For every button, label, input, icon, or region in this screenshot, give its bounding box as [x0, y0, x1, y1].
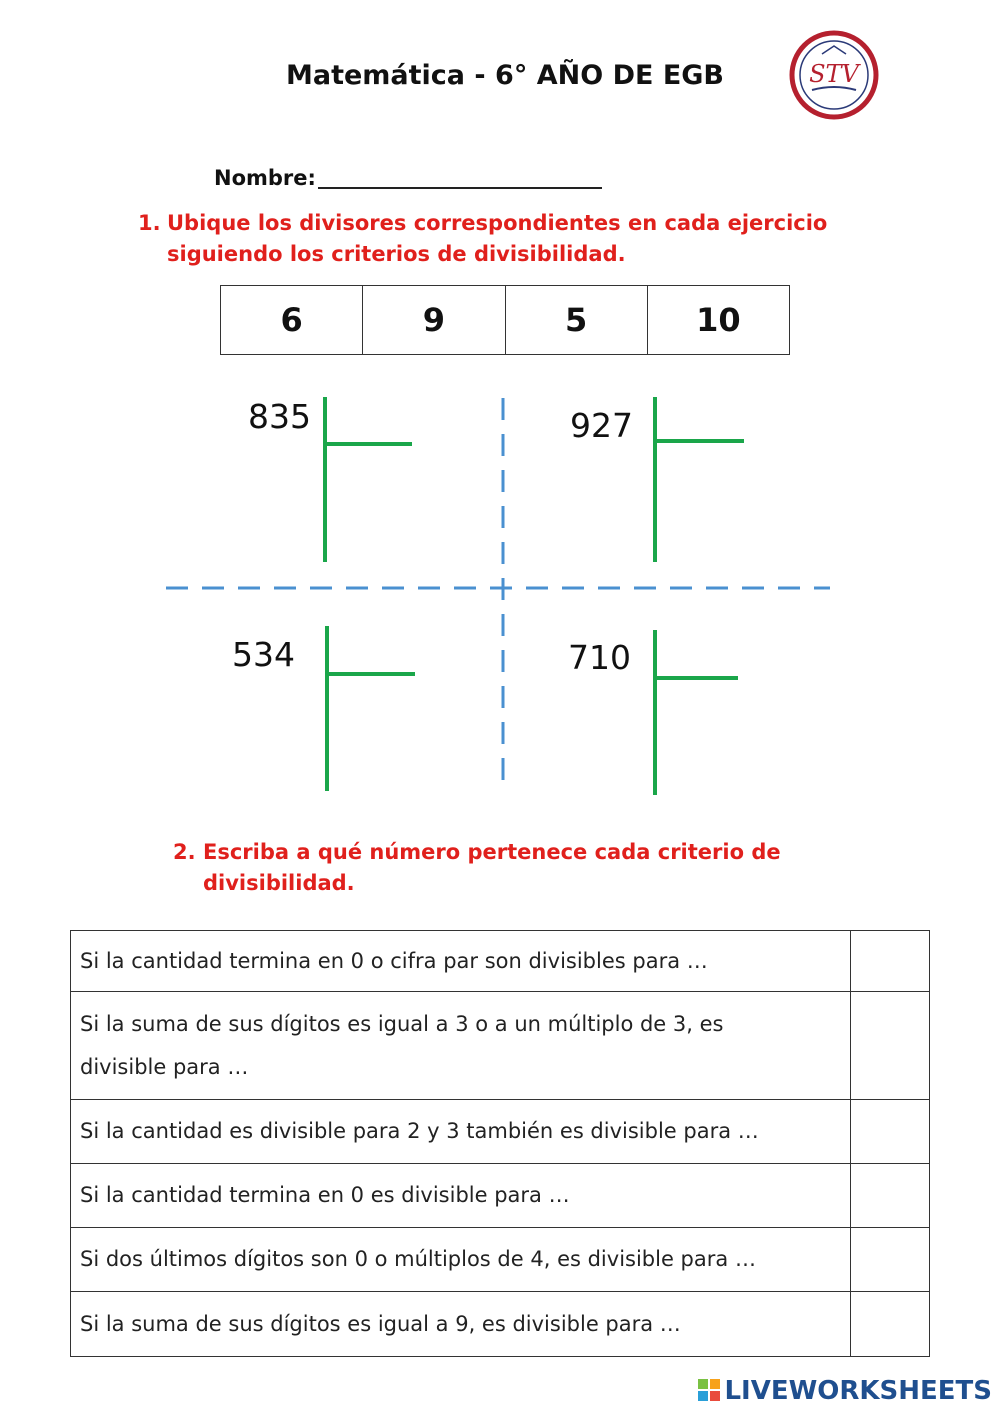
brand-text: LIVEWORKSHEETS — [724, 1376, 992, 1406]
divisor-option[interactable]: 9 — [363, 286, 505, 355]
dividend-number: 534 — [232, 635, 295, 674]
answer-cell[interactable] — [851, 931, 930, 992]
name-input-line[interactable] — [318, 187, 602, 189]
name-label: Nombre: — [214, 166, 316, 190]
criterion-text: Si la cantidad termina en 0 o cifra par son divisibles para … — [71, 931, 851, 992]
answer-cell[interactable] — [851, 1292, 930, 1357]
logo-initials: STV — [809, 60, 859, 88]
criterion-line: divisible para … — [80, 1054, 249, 1079]
dashed-divider — [0, 390, 1000, 800]
answer-cell[interactable] — [851, 992, 930, 1100]
dividend-number: 710 — [568, 638, 631, 677]
criterion-text — [71, 992, 851, 1100]
answer-cell[interactable] — [851, 1228, 930, 1292]
division-bracket[interactable] — [648, 630, 748, 798]
exercise-2-number: 2. — [173, 840, 196, 864]
table-row — [71, 1164, 930, 1228]
divisor-option[interactable]: 5 — [505, 286, 647, 355]
division-bracket[interactable] — [318, 397, 418, 565]
divisors-table — [220, 285, 790, 355]
dividend-number: 835 — [248, 397, 311, 436]
exercise-2-instruction — [173, 837, 781, 899]
divisor-option[interactable]: 6 — [221, 286, 363, 355]
dividend-number: 927 — [570, 406, 633, 445]
liveworksheets-logo-icon — [698, 1379, 720, 1401]
school-logo — [782, 30, 886, 120]
criterion-line: Si la suma de sus dígitos es igual a 3 o a un múltiplo de 3, es — [80, 1011, 724, 1036]
criterion-text: Si la cantidad es divisible para 2 y 3 también es divisible para … — [71, 1100, 851, 1164]
criteria-table — [70, 930, 930, 1357]
exercise-1-line-1: Ubique los divisores correspondientes en cada ejercicio — [167, 211, 828, 235]
criterion-text: Si dos últimos dígitos son 0 o múltiplos de 4, es divisible para … — [71, 1228, 851, 1292]
liveworksheets-brand[interactable] — [698, 1376, 992, 1406]
exercise-1-number: 1. — [138, 211, 161, 235]
criterion-text: Si la cantidad termina en 0 es divisible para … — [71, 1164, 851, 1228]
page-title: Matemática - 6° AÑO DE EGB — [285, 60, 725, 91]
table-row — [71, 1228, 930, 1292]
exercise-2-line-1: Escriba a qué número pertenece cada criterio de — [203, 840, 781, 864]
exercise-2-line-2: divisibilidad. — [203, 871, 355, 895]
table-row — [71, 931, 930, 992]
criterion-text: Si la suma de sus dígitos es igual a 9, es divisible para … — [71, 1292, 851, 1357]
division-bracket[interactable] — [320, 626, 420, 794]
table-row — [71, 1100, 930, 1164]
exercise-1-instruction — [138, 208, 827, 270]
answer-cell[interactable] — [851, 1100, 930, 1164]
table-row — [71, 992, 930, 1100]
table-row — [71, 1292, 930, 1357]
divisor-option[interactable]: 10 — [647, 286, 789, 355]
answer-cell[interactable] — [851, 1164, 930, 1228]
exercise-1-line-2: siguiendo los criterios de divisibilidad. — [167, 242, 626, 266]
division-bracket[interactable] — [648, 397, 748, 565]
